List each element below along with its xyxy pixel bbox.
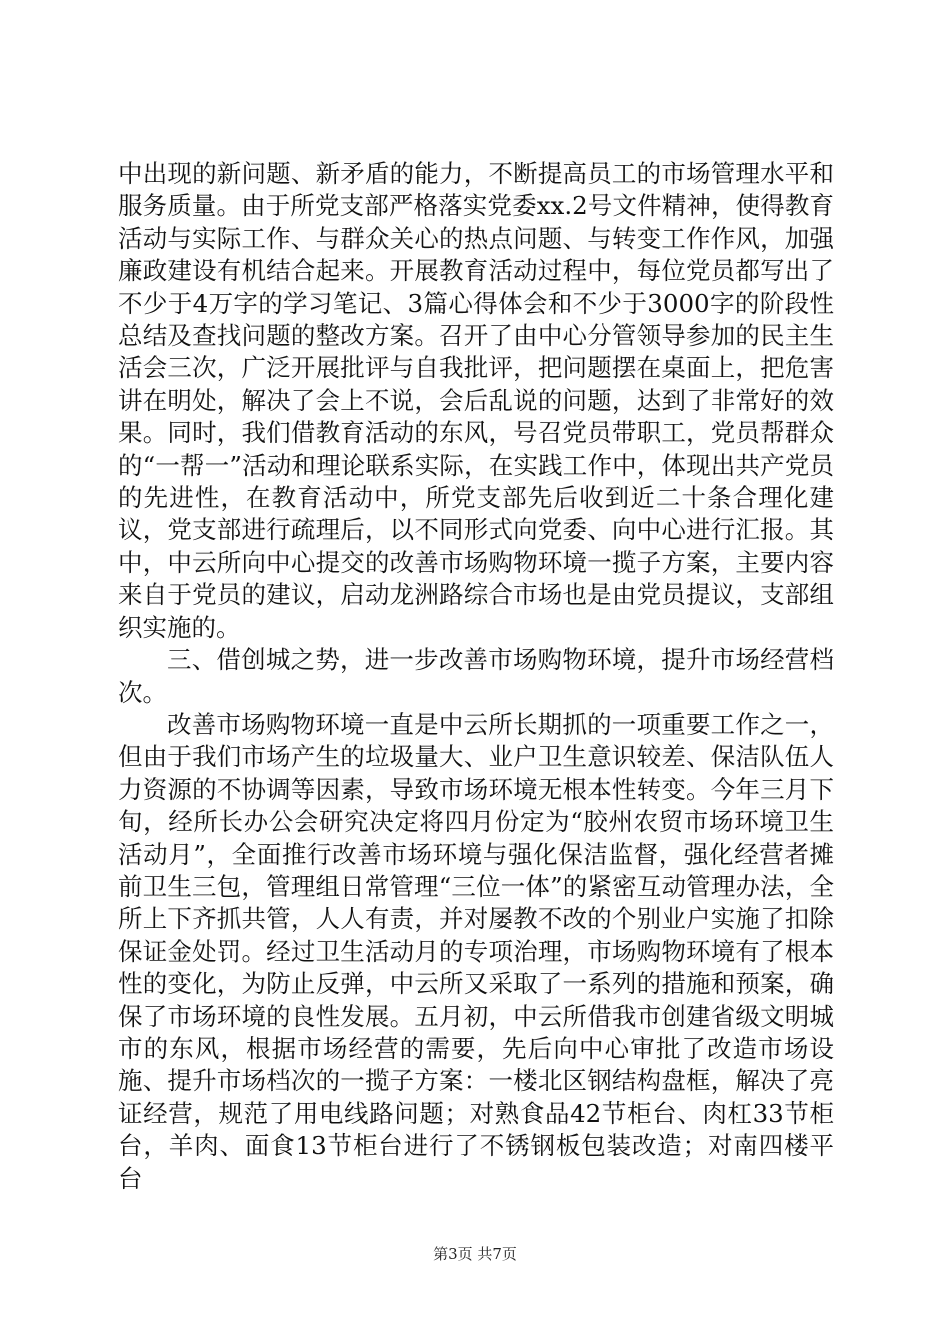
section-heading-three: 三、借创城之势，进一步改善市场购物环境，提升市场经营档次。 <box>118 645 834 707</box>
paragraph-continuation: 中出现的新问题、新矛盾的能力，不断提高员工的市场管理水平和服务质量。由于所党支部严格落实党委xx.2号文件精神，使得教育活动与实际工作、与群众关心的热点问题、与转变工作作风，加强廉政建设有机结合起来。开展教育活动过程中，每位党员都写出了不少于4万字的学习笔记、3篇心得体会和不少于3000字的阶段性总结及查找问题的整改方案。召开了由中心分管领导参加的民主生活会三次，广泛开展批评与自我批评，把问题摆在桌面上，把危害讲在明处，解决了会上不说，会后乱说的问题，达到了非常好的效果。同时，我们借教育活动的东风，号召党员带职工，党员帮群众的“一帮一”活动和理论联系实际，在实践工作中，体现出共产党员的先进性，在教育活动中，所党支部先后收到近二十条合理化建议，党支部进行疏理后，以不同形式向党委、向中心进行汇报。其中，中云所向中心提交的改善市场购物环境一揽子方案，主要内容来自于党员的建议，启动龙洲路综合市场也是由党员提议，支部组织实施的。 <box>118 159 834 642</box>
paragraph-market-environment: 改善市场购物环境一直是中云所长期抓的一项重要工作之一，但由于我们市场产生的垃圾量大、业户卫生意识较差、保洁队伍人力资源的不协调等因素，导致市场环境无根本性转变。今年三月下旬，经所长办公会研究决定将四月份定为“胶州农贸市场环境卫生活动月”，全面推行改善市场环境与强化保洁监督，强化经营者摊前卫生三包，管理组日常管理“三位一体”的紧密互动管理办法，全所上下齐抓共管，人人有责，并对屡教不改的个别业户实施了扣除保证金处罚。经过卫生活动月的专项治理，市场购物环境有了根本性的变化，为防止反弹，中云所又采取了一系列的措施和预案，确保了市场环境的良性发展。五月初，中云所借我市创建省级文明城市的东风，根据市场经营的需要，先后向中心审批了改造市场设施、提升市场档次的一揽子方案：一楼北区钢结构盘框，解决了亮证经营，规范了用电线路问题；对熟食品42节柜台、肉杠33节柜台，羊肉、面食13节柜台进行了不锈钢板包装改造；对南四楼平台 <box>118 709 834 1193</box>
page-number-footer: 第3页 共7页 <box>433 1245 517 1263</box>
document-body <box>118 158 834 1195</box>
